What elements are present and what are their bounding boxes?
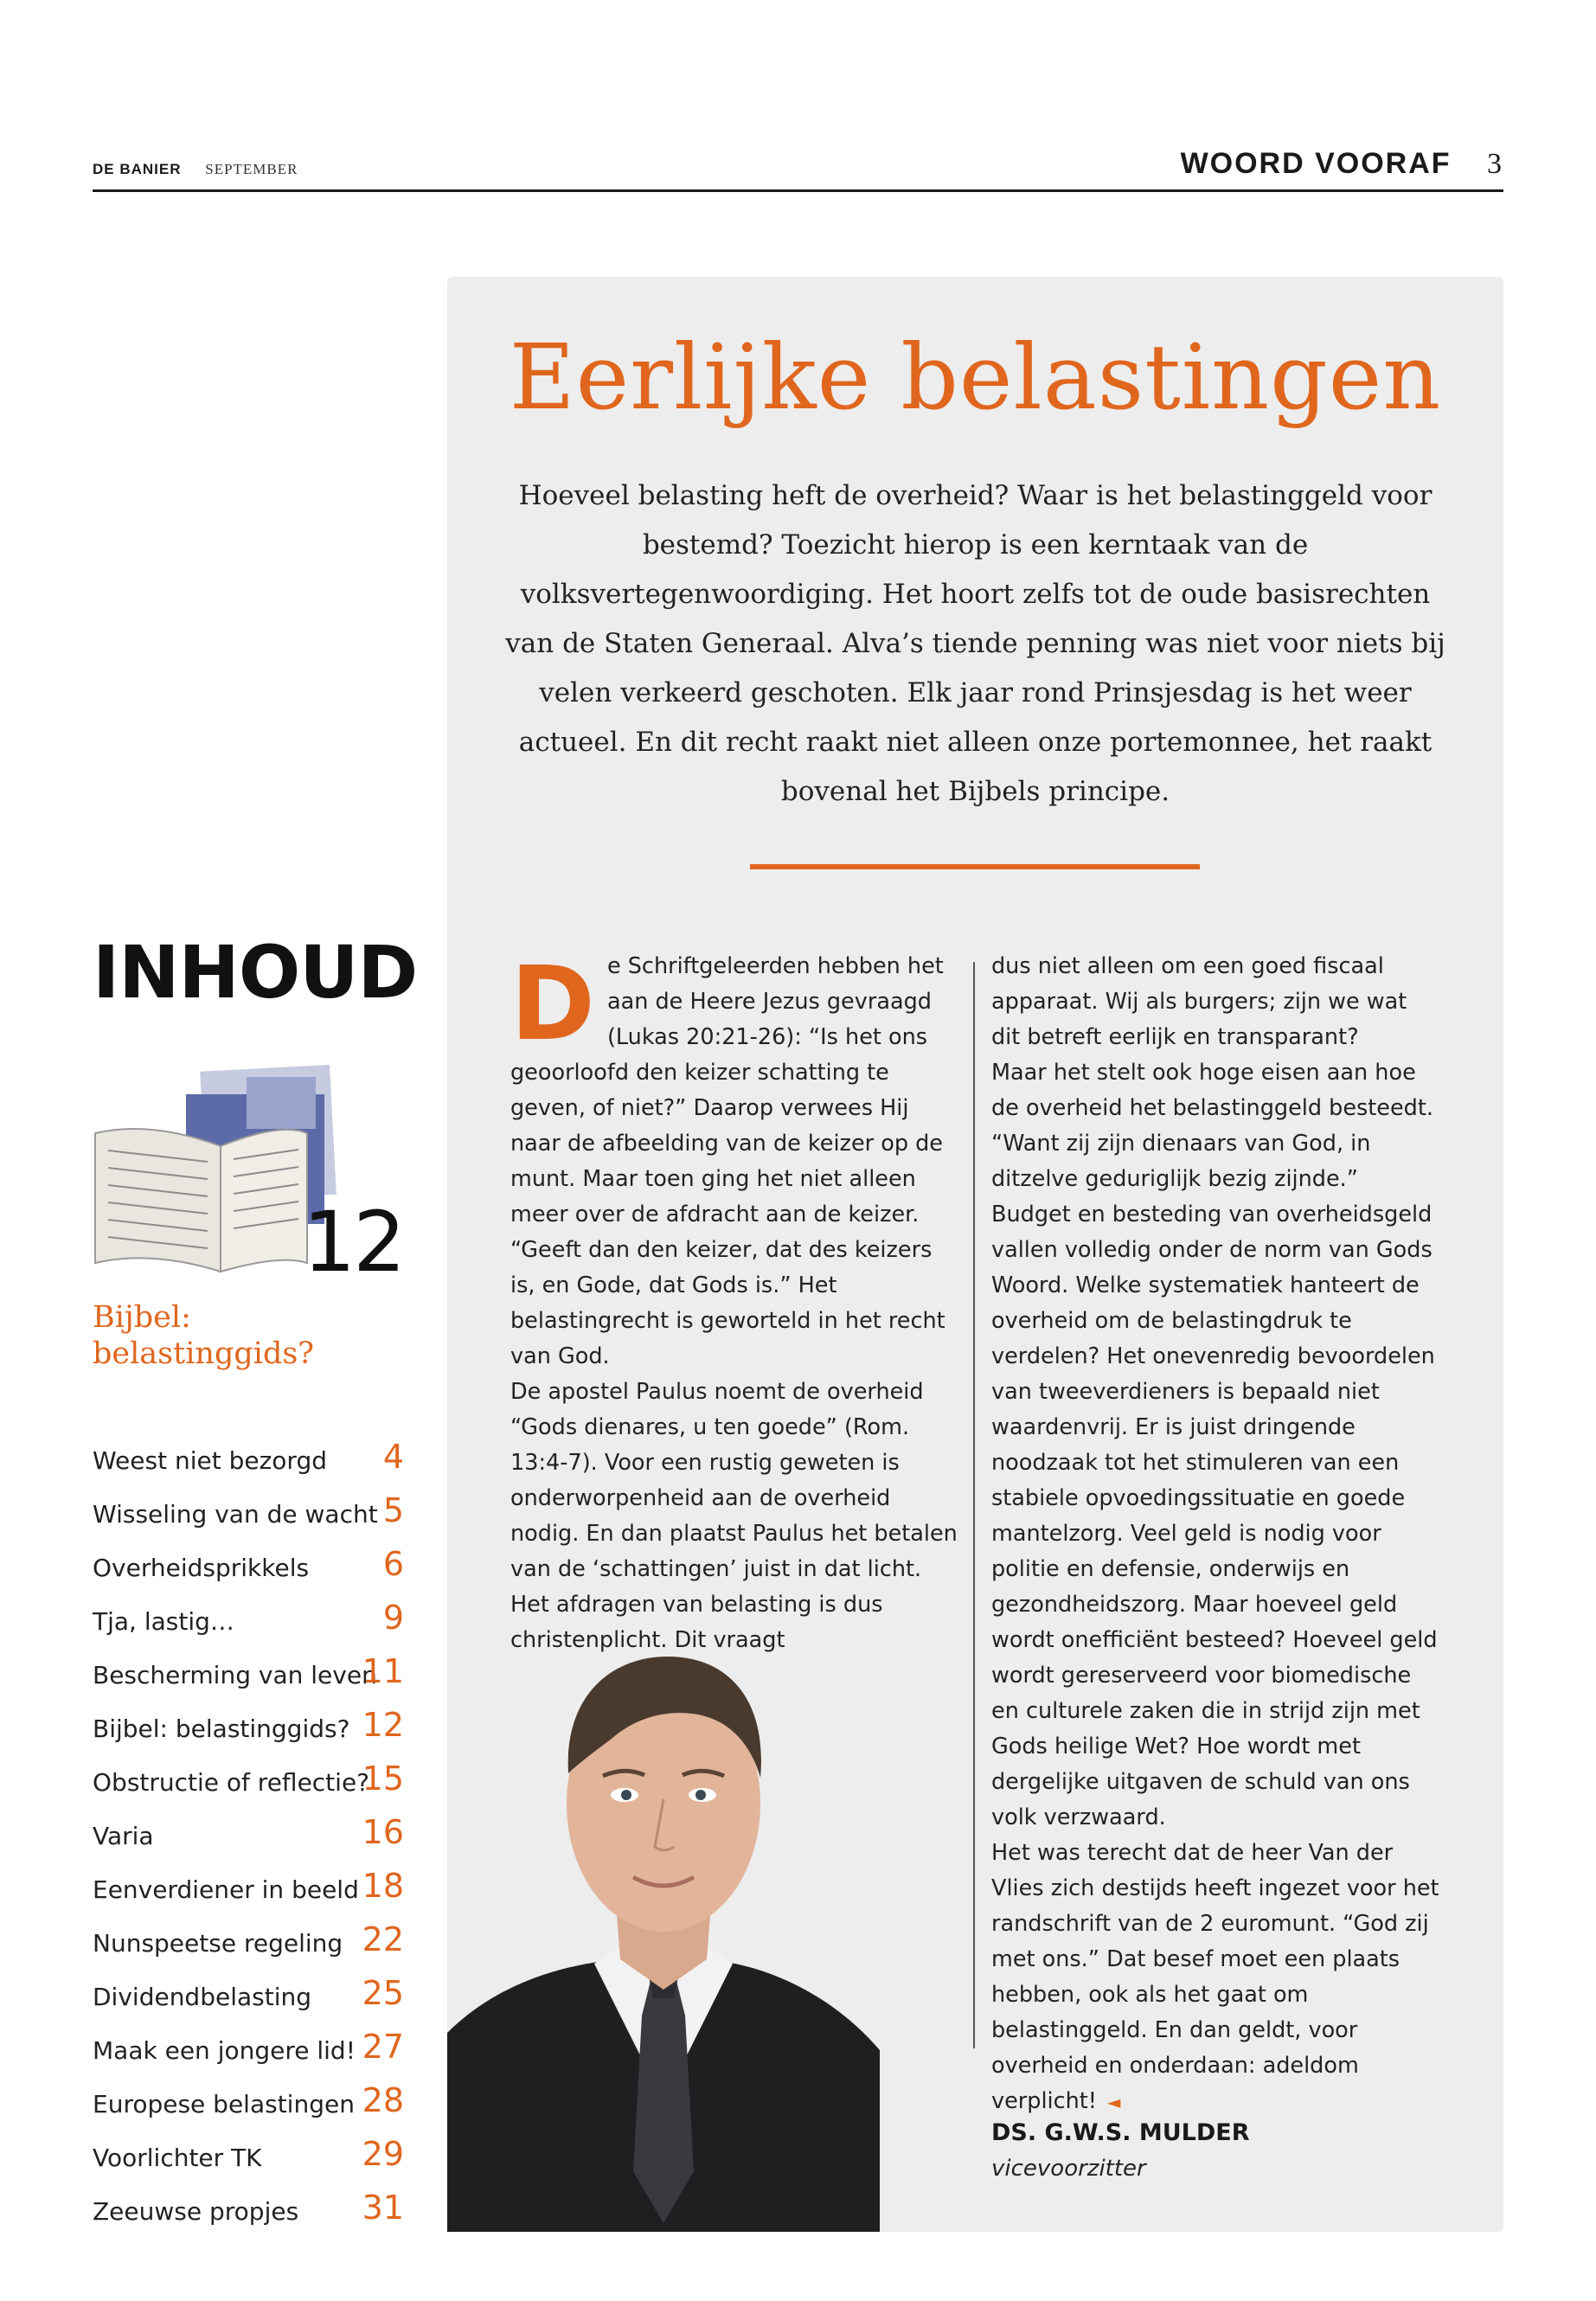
toc-item[interactable] [93,2028,404,2081]
toc-page: 25 [362,1974,404,2012]
toc-page: 27 [362,2028,404,2066]
toc-label: Dividendbelasting [93,1983,312,2011]
toc-label: Nunspeetse regeling [93,1929,343,1958]
toc-page: 11 [362,1652,404,1690]
header-rule [93,189,1503,192]
toc-page: 16 [362,1813,404,1851]
toc-label: Bijbel: belastinggids? [93,1715,350,1743]
toc-item[interactable] [93,1652,404,1706]
article-paragraph: Het was terecht dat de heer Van der Vlies zich destijds heeft ingezet voor het randschrift van de 2 euromunt. “God zij met ons.” Dat besef moet een plaats hebben, ook als het gaat om belastinggeld. En dan geldt, voor overheid en onderdaan: adeldom verplicht! [991,1840,1439,2114]
toc-item[interactable] [93,1920,404,1974]
column-separator [973,962,975,2048]
running-header-left [93,161,298,178]
toc-page: 12 [362,1706,404,1744]
article-title: Eerlijke belastingen [509,324,1442,430]
toc-item[interactable] [93,1867,404,1920]
toc-page: 28 [362,2081,404,2119]
toc-page: 4 [382,1438,404,1476]
toc-item[interactable] [93,1599,404,1652]
article-paragraph: dus niet alleen om een goed fiscaal apparaat. Wij als burgers; zijn we wat dit betreft eerlijk en transparant? [991,953,1407,1050]
issue-month: SEPTEMBER [205,161,298,177]
article-column-1 [510,944,960,1658]
running-header-right [1181,147,1503,181]
toc-page: 9 [382,1599,404,1637]
author-role: vicevoorzitter [991,2156,1146,2182]
contents-heading: INHOUD [93,930,418,1015]
toc-page: 5 [382,1491,404,1529]
featured-page-number: 12 [303,1194,404,1291]
article-paragraph: e Schriftgeleerden hebben het aan de Heere Jezus gevraagd (Lukas 20:21-26): “Is het ons geoorloofd den keizer schatting te geven, of niet?” Daarop verwees Hij naar de afbeelding van de keizer op de munt. Maar toen ging het niet alleen meer over de afdracht aan de keizer. “Geeft dan den keizer, dat des keizers is, en Gode, dat Gods is.” Het belastingrecht is geworteld in het recht van God. [510,953,945,1369]
article-column-2 [991,949,1441,2120]
toc-item[interactable] [93,1438,404,1491]
table-of-contents [93,1438,404,2242]
toc-label: Bescherming van leven [93,1661,377,1689]
toc-label: Maak een jongere lid! [93,2036,356,2065]
toc-label: Tja, lastig… [93,1607,234,1636]
toc-item[interactable] [93,1813,404,1867]
toc-label: Varia [93,1822,154,1850]
toc-label: Eenverdiener in beeld [93,1875,359,1904]
drop-cap: D [510,944,595,1063]
end-mark-icon: ◄ [1107,2092,1121,2112]
toc-label: Weest niet bezorgd [93,1446,327,1475]
toc-page: 31 [362,2189,404,2227]
toc-label: Overheidsprikkels [93,1554,310,1582]
section-title: WOORD VOORAF [1180,147,1452,180]
toc-item[interactable] [93,2081,404,2135]
toc-item[interactable] [93,2189,404,2242]
toc-item[interactable] [93,1974,404,2028]
featured-title[interactable]: Bijbel: belastinggids? [93,1300,315,1371]
toc-label: Obstructie of reflectie? [93,1768,370,1797]
toc-label: Zeeuwse propjes [93,2197,299,2226]
toc-page: 22 [362,1920,404,1958]
toc-item[interactable] [93,1759,404,1813]
toc-item[interactable] [93,1491,404,1545]
toc-page: 18 [362,1867,404,1905]
toc-page: 6 [382,1545,404,1583]
publication-name: DE BANIER [93,161,182,177]
toc-label: Voorlichter TK [93,2144,262,2172]
article-paragraph: Maar het stelt ook hoge eisen aan hoe de overheid het belastinggeld besteedt. “Want zij zijn dienaars van God, in ditzelve geduriglijk bezig zijnde.” Budget en besteding van overheidsgeld vallen volledig onder de norm van Gods Woord. Welke systematiek hanteert de overheid om de belastingdruk te verdelen? Het onevenredig bevoordelen van tweeverdieners is bepaald niet waardenvrij. Er is juist dringende noodzaak tot het stimuleren van een stabiele opvoedingssituatie en goede mantelzorg. Veel geld is nodig voor politie en defensie, onderwijs en gezondheidszorg. Maar hoeveel geld wordt onefficiënt besteed? Hoeveel geld wordt gereserveerd voor biomedische en culturele zaken die in strijd zijn met Gods heilige Wet? Hoe wordt met dergelijke uitgaven de schuld van ons volk verzwaard. [991,1060,1438,1830]
intro-divider [750,864,1200,869]
toc-page: 15 [362,1759,404,1798]
toc-label: Wisseling van de wacht [93,1500,378,1529]
article-paragraph: De apostel Paulus noemt de overheid “Gods dienares, u ten goede” (Rom. 13:4-7). Voor een rustig geweten is onderworpenheid aan de overheid nodig. En dan plaatst Paulus het betalen van de ‘schattingen’ juist in dat licht. Het afdragen van belasting is dus christenplicht. Dit vraagt [510,1379,958,1653]
article-intro: Hoeveel belasting heft de overheid? Waar is het belastinggeld voor bestemd? Toezicht hierop is een kerntaak van de volksvertegenwoordiging. Het hoort zelfs tot de oude basisrechten van de Staten Generaal. Alva’s tiende penning was niet voor niets bij velen verkeerd geschoten. Elk jaar rond Prinsjesdag is het weer actueel. En dit recht raakt niet alleen onze portemonnee, het raakt bovenal het Bijbels principe. [505,480,1445,807]
author-portrait [447,1618,880,2232]
page-number: 3 [1487,148,1503,180]
toc-page: 29 [362,2135,404,2173]
toc-item[interactable] [93,1545,404,1599]
toc-item[interactable] [93,1706,404,1759]
author-name: DS. G.W.S. MULDER [991,2119,1250,2146]
toc-label: Europese belastingen [93,2090,355,2118]
toc-item[interactable] [93,2135,404,2189]
